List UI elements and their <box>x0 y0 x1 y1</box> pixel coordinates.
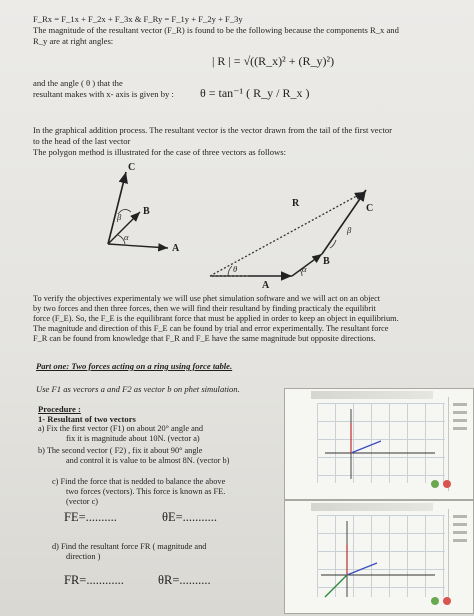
left-vector-a <box>108 244 168 248</box>
step-b-line1: b) The second vector ( F2) , fix it about 90° angle <box>38 446 203 455</box>
verify-line-1: To verify the objectives experimentaly we will use phet simulation software and we will act on an object <box>33 294 381 303</box>
component-sum-equations: F_Rx = F_1x + F_2x + F_3x & F_Ry = F_1y + F_2y + F_3y <box>33 14 243 24</box>
part-one-instruction: Use F1 as vecrors a and F2 as vector b on phet simulation. <box>36 384 240 394</box>
verify-line-4: The magnitude and direction of this F_E can be found by trial and error experimentally. The resultant force <box>33 324 389 333</box>
step-a-line2: fix it is magnitude about 10N. (vector a) <box>66 434 200 443</box>
fr-answer-field[interactable]: FR=............ <box>64 573 124 587</box>
theta-r-answer-field[interactable]: θR=.......... <box>158 573 211 587</box>
right-theta-arc <box>228 266 232 276</box>
left-label-a: A <box>172 243 180 254</box>
left-label-alpha: α <box>124 232 129 242</box>
right-label-r: R <box>292 198 300 209</box>
step-c-line3: (vector c) <box>66 497 99 506</box>
right-vector-c <box>322 190 366 254</box>
step-d-line2: direction ) <box>66 552 101 561</box>
left-label-c: C <box>128 162 136 173</box>
right-label-alpha: α <box>302 264 307 274</box>
right-angle-line: R_y are at right angles: <box>33 36 114 46</box>
step-a-line1: a) Fix the first vector (F1) on about 20° angle and <box>38 424 204 433</box>
angle-text-line1: and the angle ( θ ) that the <box>33 78 123 88</box>
phet1-vector-a <box>351 441 381 453</box>
right-label-c: C <box>366 203 374 214</box>
left-label-b: B <box>143 206 150 217</box>
theta-e-answer-field[interactable]: θE=........... <box>162 510 218 524</box>
magnitude-intro-line: The magnitude of the resultant vector (F_R) is found to be the following because the components R_x and <box>33 25 399 35</box>
right-label-a: A <box>262 280 270 291</box>
right-label-b: B <box>323 256 330 267</box>
verify-line-5: F_R can be found from knowledge that F_R and F_E have the same magnitude but opposite directions. <box>33 334 376 343</box>
angle-formula: θ = tan⁻¹ ( R_y / R_x ) <box>200 86 310 100</box>
right-label-beta: β <box>347 225 352 235</box>
fe-answer-field[interactable]: FE=.......... <box>64 510 117 524</box>
phet-screenshot-1 <box>284 388 474 500</box>
verify-line-3: force (F_E). So, the F_E is the equilibrant force that must be applied in order to keep an object in equilibrium. <box>33 314 399 323</box>
magnitude-formula: | R | = √((R_x)² + (R_y)²) <box>212 54 335 68</box>
phet2-vector-a <box>347 563 377 575</box>
phet2-vector-e <box>325 575 347 597</box>
step-d-line1: d) Find the resultant force FR ( magnitude and <box>52 542 207 551</box>
angle-text-line2: resultant makes with x- axis is given by : <box>33 89 174 99</box>
graphical-line1: In the graphical addition process. The resultant vector is the vector drawn from the tail of the first vector <box>33 125 392 135</box>
step-c-line2: two forces (vectors). This force is known as FE. <box>66 487 226 496</box>
step-b-line2: and control it is value to be almost 8N. (vector b) <box>66 456 230 465</box>
step-c-line1: c) Find the force that is nedded to balance the above <box>52 477 226 486</box>
graphical-line2: to the head of the last vector <box>33 136 131 146</box>
verify-line-2: by two forces and then three forces, then we will find their resultand by finding practicaly the equilibrit <box>33 304 376 313</box>
phet-screenshot-2 <box>284 500 474 614</box>
left-label-beta: β <box>117 212 122 222</box>
part-one-title: Part one: Two forces acting on a ring using force table. <box>36 361 233 371</box>
procedure-subtitle: 1- Resultant of two vectors <box>38 414 136 424</box>
right-vector-b <box>292 254 322 276</box>
right-label-theta: θ <box>233 264 238 274</box>
polygon-method-line: The polygon method is illustrated for the case of three vectors as follows: <box>33 147 286 157</box>
procedure-title: Procedure : <box>38 404 81 414</box>
